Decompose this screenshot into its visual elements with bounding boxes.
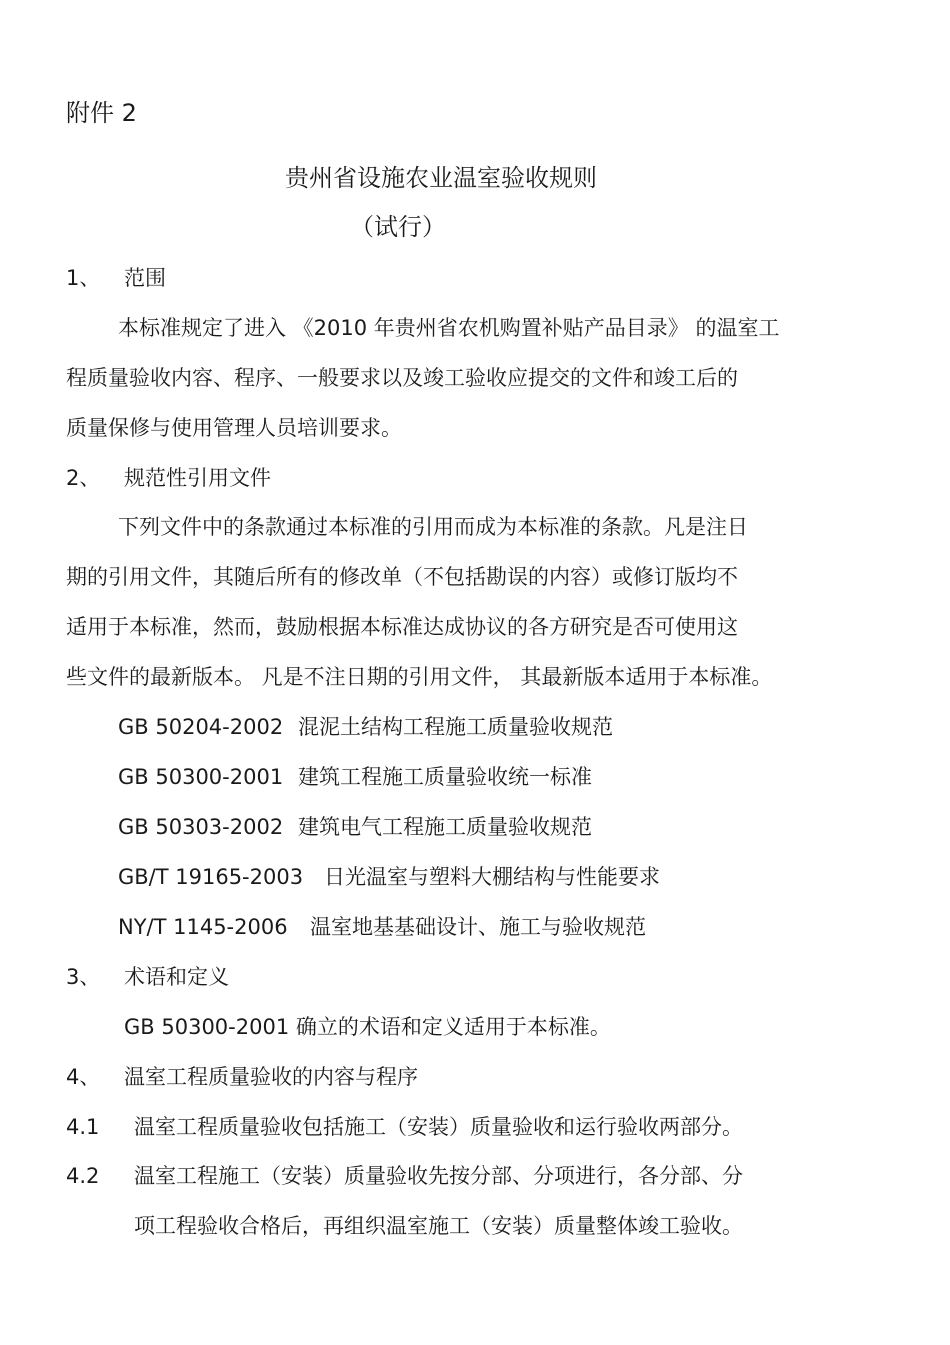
clause-text: 温室工程施工（安装）质量验收先按分部、分项进行，各分部、分 [134,1164,743,1188]
paragraph-line: 本标准规定了进入 《2010 年贵州省农机购置补贴产品目录》 的温室工 [118,316,780,340]
paragraph-line: 程质量验收内容、程序、一般要求以及竣工验收应提交的文件和竣工后的 [66,366,738,390]
annex-label: 附件 2 [66,99,137,127]
paragraph-line: GB 50300-2001 确立的术语和定义适用于本标准。 [124,1015,611,1039]
paragraph-line: 质量保修与使用管理人员培训要求。 [66,416,402,440]
standard-code: GB 50204-2002 [118,715,284,739]
document-subtitle: （试行） [350,213,446,241]
document-title: 贵州省设施农业温室验收规则 [285,164,597,192]
paragraph-line: 适用于本标准，然而，鼓励根据本标准达成协议的各方研究是否可使用这 [66,615,738,639]
standard-name: 建筑工程施工质量验收统一标准 [298,765,592,789]
standard-code: GB 50303-2002 [118,815,284,839]
standard-name: 建筑电气工程施工质量验收规范 [298,815,592,839]
clause-number: 4.1 [66,1115,100,1139]
clause-text: 温室工程质量验收包括施工（安装）质量验收和运行验收两部分。 [134,1115,743,1139]
section-2-title: 规范性引用文件 [124,466,271,490]
standard-code: GB 50300-2001 [118,765,284,789]
standard-code: NY/T 1145-2006 [118,915,288,939]
paragraph-line: 下列文件中的条款通过本标准的引用而成为本标准的条款。凡是注日 [118,515,748,539]
section-2-number: 2、 [66,466,101,490]
clause-text-continued: 项工程验收合格后，再组织温室施工（安装）质量整体竣工验收。 [134,1214,743,1238]
standard-name: 温室地基基础设计、施工与验收规范 [310,915,646,939]
section-4-number: 4、 [66,1065,101,1089]
section-1-title: 范围 [124,266,166,290]
section-number: 1、 [66,266,101,290]
clause-number: 4.2 [66,1164,100,1188]
standard-name: 日光温室与塑料大棚结构与性能要求 [324,865,660,889]
section-1-heading [66,263,100,293]
standard-code: GB/T 19165-2003 [118,865,304,889]
section-4-title: 温室工程质量验收的内容与程序 [124,1065,418,1089]
reference-item [118,712,283,742]
standard-name: 混泥土结构工程施工质量验收规范 [298,715,613,739]
section-3-number: 3、 [66,965,101,989]
paragraph-line: 些文件的最新版本。 凡是不注日期的引用文件， 其最新版本适用于本标准。 [66,665,773,689]
paragraph-line: 期的引用文件，其随后所有的修改单（不包括勘误的内容）或修订版均不 [66,565,738,589]
section-3-title: 术语和定义 [124,965,229,989]
